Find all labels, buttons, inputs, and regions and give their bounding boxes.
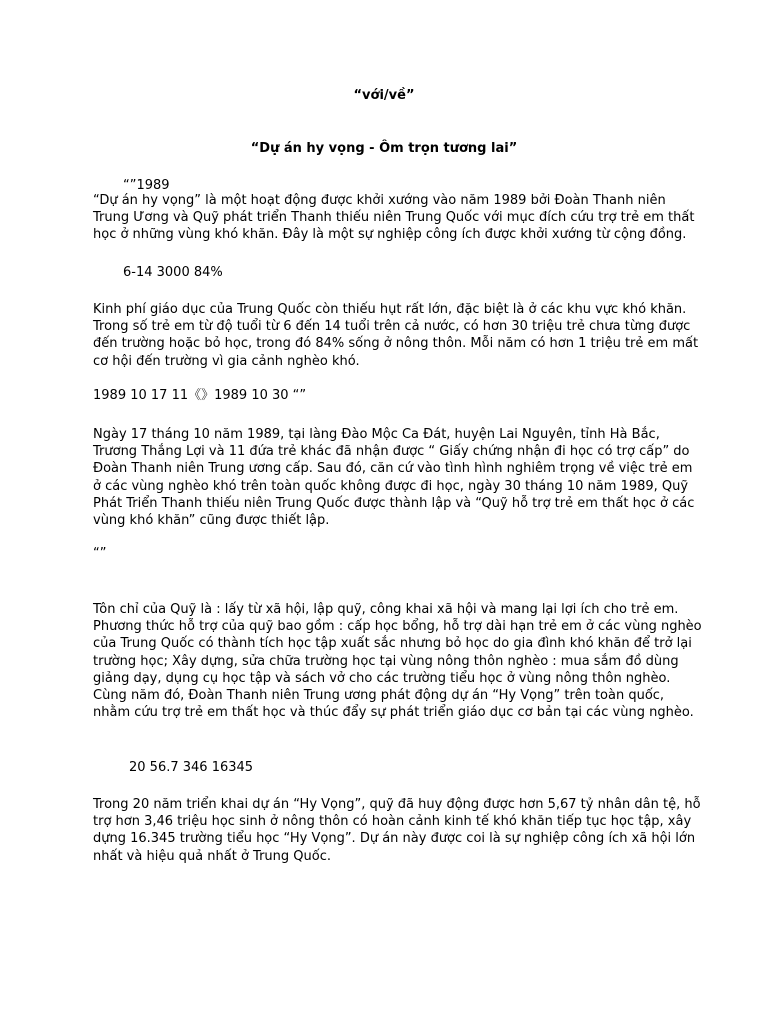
paragraph-2-zh: 6-14 3000 84% (123, 265, 223, 280)
project-title: “Dự án hy vọng - Ôm trọn tương lai” (250, 141, 518, 156)
paragraph-5-zh: 20 56.7 346 16345 (129, 760, 254, 775)
paragraph-3-zh: 1989 10 17 11《》1989 10 30 “” (93, 388, 307, 403)
paragraph-3-vi: Ngày 17 tháng 10 năm 1989, tại làng Đào Mộc Ca Đát, huyện Lai Nguyên, tỉnh Hà Bắc, Trương Thắng Lợi và 11 đứa trẻ khác đã nhận được “ Giấy chứng nhận đi học có trợ cấp” do Đoàn Thanh niên Trung ương cấp. Sau đó, căn cứ vào tình hình nghiêm trọng về việc trẻ em ở các vùng nghèo khó trên toàn quốc không được đi học, ngày 30 tháng 10 năm 1989, Quỹ Phát Triển Thanh thiếu niên Trung Quốc được thành lập và “Quỹ hỗ trợ trẻ em thất học ở các vùng khó khăn” cũng được thiết lập. (93, 427, 695, 529)
document-title: “với/về” (353, 88, 415, 103)
paragraph-5-vi: Trong 20 năm triển khai dự án “Hy Vọng”, quỹ đã huy động được hơn 5,67 tỷ nhân dân tệ, hỗ trợ hơn 3,46 triệu học sinh ở nông thôn có hoàn cảnh kinh tế khó khăn tiếp tục học tập, xây dựng 16.345 trường tiểu học “Hy Vọng”. Dự án này được coi là sự nghiệp công ích xã hội lớn nhất và hiệu quả nhất ở Trung Quốc. (93, 797, 701, 864)
paragraph-1-vi: “Dự án hy vọng” là một hoạt động được khởi xướng vào năm 1989 bởi Đoàn Thanh niên Trung Ương và Quỹ phát triển Thanh thiếu niên Trung Quốc với mục đích cứu trợ trẻ em thất học ở những vùng khó khăn. Đây là một sự nghiệp công ích được khởi xướng từ cộng đồng. (93, 193, 695, 243)
paragraph-4-zh: “” (93, 546, 107, 561)
paragraph-4-vi: Tôn chỉ của Quỹ là : lấy từ xã hội, lập quỹ, công khai xã hội và mang lại lợi ích cho trẻ em. Phương thức hỗ trợ của quỹ bao gồm : cấp học bổng, hỗ trợ dài hạn trẻ em ở các vùng nghèo của Trung Quốc có thành tích học tập xuất sắc nhưng bỏ học do gia đình khó khăn để trở lại trường học; Xây dựng, sửa chữa trường học tại vùng nông thôn nghèo : mua sắm đồ dùng giảng dạy, dụng cụ học tập và sách vở cho các trường tiểu học ở vùng nông thôn nghèo. Cùng năm đó, Đoàn Thanh niên Trung ương phát động dự án “Hy Vọng” trên toàn quốc, nhằm cứu trợ trẻ em thất học và thúc đẩy sự phát triển giáo dục cơ bản tại các vùng nghèo. (93, 602, 702, 721)
paragraph-2-vi: Kinh phí giáo dục của Trung Quốc còn thiếu hụt rất lớn, đặc biệt là ở các khu vực khó khăn. Trong số trẻ em từ độ tuổi từ 6 đến 14 tuổi trên cả nước, có hơn 30 triệu trẻ chưa từng được đến trường hoặc bỏ học, trong đó 84% sống ở nông thôn. Mỗi năm có hơn 1 triệu trẻ em mất cơ hội đến trường vì gia cảnh nghèo khó. (93, 302, 699, 369)
paragraph-1-zh: “”1989 (123, 178, 170, 193)
